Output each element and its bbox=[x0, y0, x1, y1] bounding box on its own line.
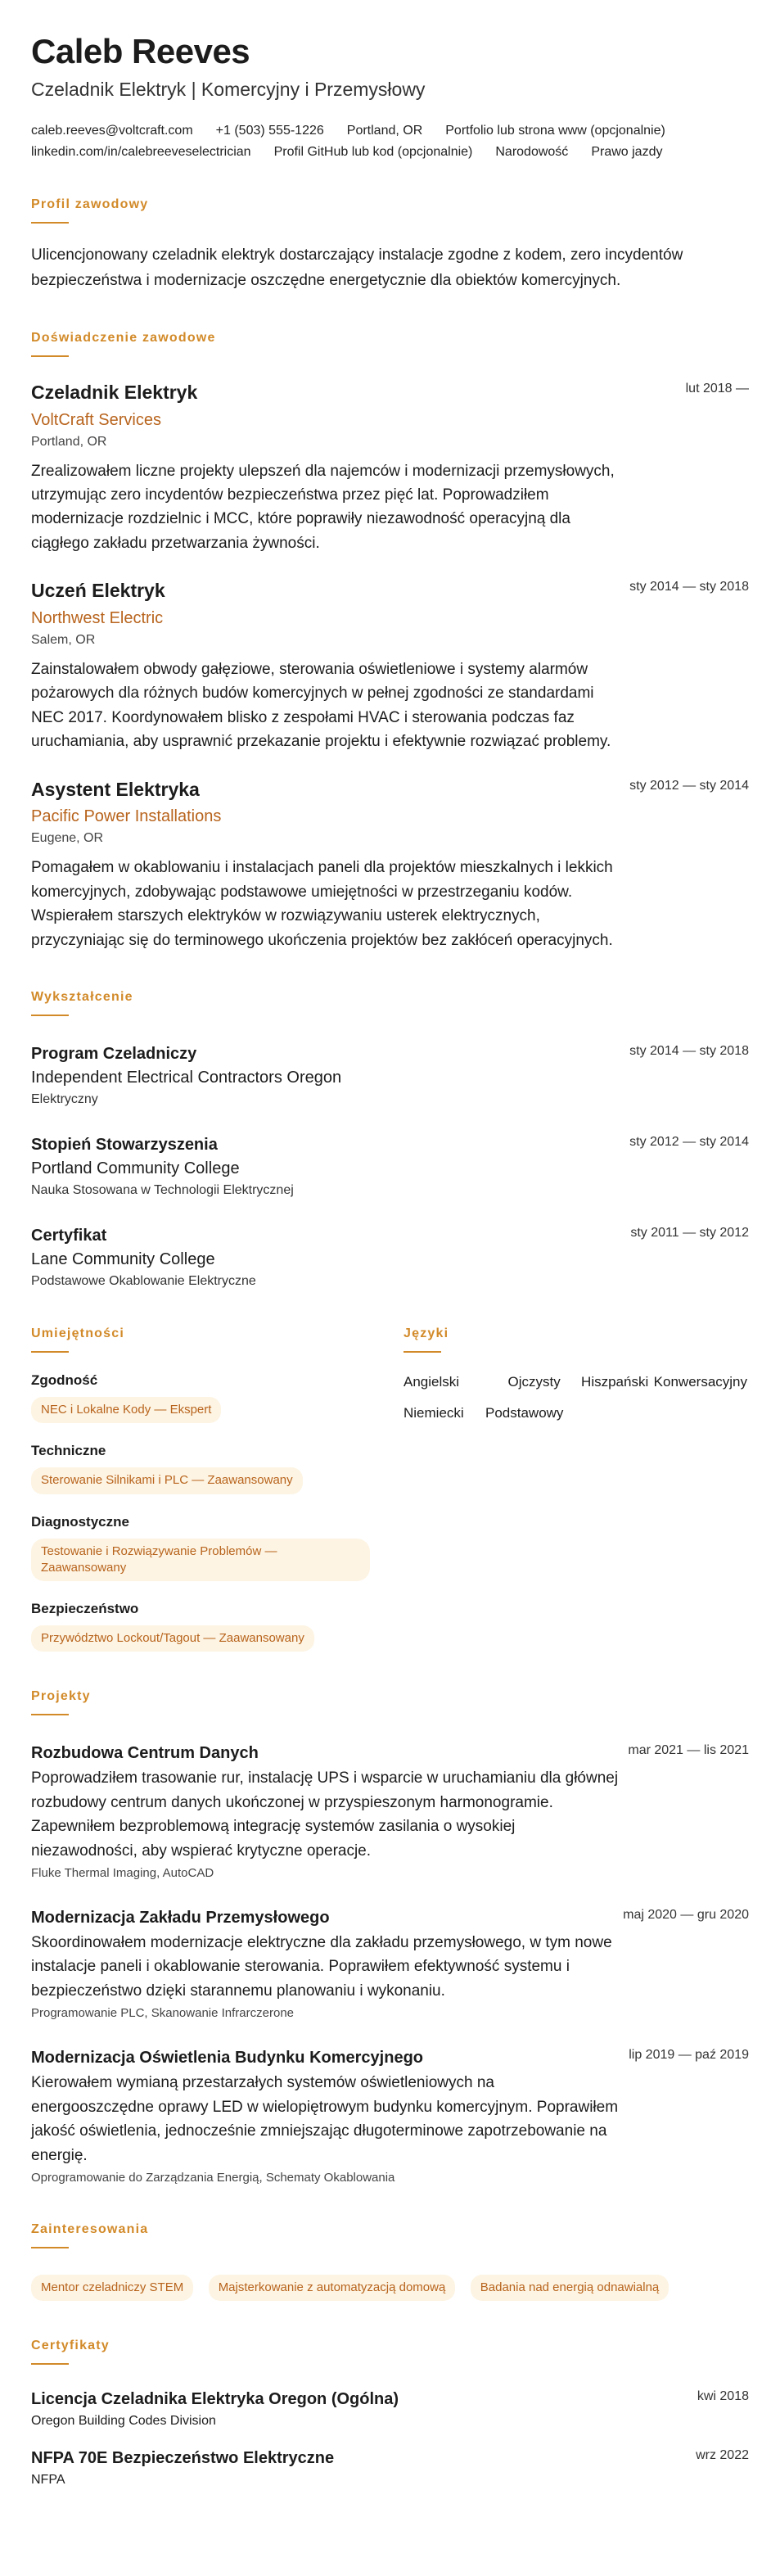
contact-list bbox=[31, 124, 751, 160]
project-title: Rozbudowa Centrum Danych bbox=[31, 1744, 259, 1763]
experience-section bbox=[31, 331, 749, 952]
section-divider bbox=[31, 2247, 69, 2248]
job-title: Asystent Elektryka bbox=[31, 778, 200, 800]
section-divider bbox=[31, 1015, 69, 1016]
experience-item bbox=[31, 382, 749, 555]
education-date: sty 2012 — sty 2014 bbox=[629, 1135, 749, 1149]
language-name: Hiszpański bbox=[581, 1374, 649, 1390]
education-item bbox=[31, 1226, 749, 1289]
degree-title: Program Czeladniczy bbox=[31, 1045, 197, 1063]
job-title: Czeladnik Elektryk bbox=[31, 381, 198, 403]
project-item bbox=[31, 2048, 749, 2185]
skill-group bbox=[31, 1372, 404, 1423]
experience-date: sty 2014 — sty 2018 bbox=[629, 580, 749, 594]
job-location: Portland, OR bbox=[31, 434, 107, 449]
skill-chip: Przywództwo Lockout/Tagout — Zaawansowany bbox=[31, 1625, 314, 1652]
job-location: Salem, OR bbox=[31, 632, 96, 647]
section-divider bbox=[404, 1351, 441, 1353]
certification-date: kwi 2018 bbox=[697, 2389, 749, 2404]
resume-header bbox=[31, 33, 749, 160]
project-item bbox=[31, 1743, 749, 1880]
job-description: Zrealizowałem liczne projekty ulepszeń dla najemców i modernizacji przemysłowych, utrzymując zero incydentów bezpieczeństwa przez pięć lat. Poprowadziłem modernizacje rozdzielnic i MCC, które poprawiły niezawodność operacyjną dla ciągłego zakładu przetwarzania żywności. bbox=[31, 462, 615, 552]
school-name: Lane Community College bbox=[31, 1250, 215, 1268]
certifications-section bbox=[31, 2339, 749, 2488]
section-divider bbox=[31, 1714, 69, 1715]
job-description: Zainstalowałem obwody gałęziowe, sterowania oświetleniowe i systemy alarmów pożarowych dla różnych budów komercyjnych w pełnej zgodności ze standardami NEC 2017. Koordynowałem blisko z zespołami HVAC i sterowania podczas faz uruchamiania, aby usprawnić przekazanie projektu i efektywnie rozwiązać problemy. bbox=[31, 660, 611, 751]
skills-languages-row bbox=[31, 1326, 749, 1652]
skill-category: Diagnostyczne bbox=[31, 1513, 129, 1530]
education-date: sty 2014 — sty 2018 bbox=[629, 1044, 749, 1058]
education-item bbox=[31, 1044, 749, 1107]
experience-item bbox=[31, 779, 749, 952]
job-title: Uczeń Elektryk bbox=[31, 580, 165, 602]
project-tools: Oprogramowanie do Zarządzania Energią, Schematy Okablowania bbox=[31, 2171, 395, 2185]
skills-section bbox=[31, 1326, 404, 1652]
job-description: Pomagałem w okablowaniu i instalacjach paneli dla projektów mieszkalnych i lekkich komercyjnych, zdobywając podstawowe umiejętności w przestrzeganiu kodów. Wspierałem starszych elektryków w rozwiązywaniu usterek elektrycznych, przyczyniając się do terminowego ukończenia projektów bez zakłóceń operacyjnych. bbox=[31, 859, 613, 949]
interest-chip: Mentor czeladniczy STEM bbox=[31, 2275, 193, 2301]
project-date: maj 2020 — gru 2020 bbox=[623, 1908, 749, 1922]
section-divider bbox=[31, 1351, 69, 1353]
project-title: Modernizacja Zakładu Przemysłowego bbox=[31, 1909, 330, 1927]
job-location: Eugene, OR bbox=[31, 831, 104, 846]
certification-title: NFPA 70E Bezpieczeństwo Elektryczne bbox=[31, 2449, 335, 2468]
skill-chip: NEC i Lokalne Kody — Ekspert bbox=[31, 1397, 221, 1423]
contact-email[interactable]: caleb.reeves@voltcraft.com bbox=[31, 124, 193, 138]
language-item bbox=[404, 1405, 747, 1421]
contact-github[interactable]: Profil GitHub lub kod (opcjonalnie) bbox=[273, 145, 473, 160]
project-description: Skoordinowałem modernizacje elektryczne dla zakładu przemysłowego, w tym nowe instalacje paneli i okablowanie sterowania. Poprawiłem efektywność systemu i bezpieczeństwo dzięki starannemu planowaniu i wykonaniu. bbox=[31, 1934, 612, 2000]
interest-chip: Badania nad energią odnawialną bbox=[471, 2275, 670, 2301]
skill-category: Techniczne bbox=[31, 1443, 106, 1459]
degree-title: Certyfikat bbox=[31, 1227, 107, 1245]
certification-title: Licencja Czeladnika Elektryka Oregon (Ogólna) bbox=[31, 2390, 399, 2409]
section-divider bbox=[31, 2363, 69, 2365]
project-tools: Programowanie PLC, Skanowanie Infrarczerone bbox=[31, 2006, 294, 2021]
contact-location: Portland, OR bbox=[346, 124, 423, 138]
certification-date: wrz 2022 bbox=[696, 2448, 749, 2463]
experience-item bbox=[31, 580, 749, 753]
section-title: Umiejętności bbox=[31, 1326, 124, 1340]
experience-date: sty 2012 — sty 2014 bbox=[629, 778, 749, 793]
summary-section bbox=[31, 197, 749, 293]
language-list bbox=[404, 1374, 747, 1421]
school-name: Independent Electrical Contractors Oregon bbox=[31, 1069, 342, 1087]
language-name: Angielski bbox=[404, 1374, 460, 1390]
contact-phone[interactable]: +1 (503) 555-1226 bbox=[215, 124, 324, 138]
project-description: Kierowałem wymianą przestarzałych systemów oświetleniowych na energooszczędne oprawy LED w wielopiętrowym budynku komercyjnym. Poprawiłem jakość oświetlenia, jednocześnie zmniejszając długoterminowe zapotrzebowanie na energię. bbox=[31, 2074, 619, 2164]
skill-chip: Sterowanie Silnikami i PLC — Zaawansowany bbox=[31, 1467, 303, 1494]
project-description: Poprowadziłem trasowanie rur, instalację UPS i wsparcie w uruchamianiu dla głównej rozbudowy centrum danych ukończonej w przyspieszonym harmonogramie. Zapewniłem bezproblemową integrację systemów zasilania o wysokiej niezawodności, aby wspierać krytyczne operacje. bbox=[31, 1769, 619, 1860]
contact-linkedin[interactable]: linkedin.com/in/calebreeveselectrician bbox=[31, 145, 251, 160]
section-title: Języki bbox=[404, 1326, 449, 1340]
section-title: Zainteresowania bbox=[31, 2222, 149, 2237]
education-date: sty 2011 — sty 2012 bbox=[630, 1226, 749, 1240]
skill-category: Bezpieczeństwo bbox=[31, 1601, 139, 1616]
candidate-headline: Czeladnik Elektryk | Komercyjny i Przemysłowy bbox=[31, 79, 426, 101]
language-level: Konwersacyjny bbox=[653, 1374, 747, 1390]
degree-title: Stopień Stowarzyszenia bbox=[31, 1136, 218, 1154]
language-level: Ojczysty bbox=[507, 1374, 561, 1390]
projects-section bbox=[31, 1689, 749, 2185]
school-name: Portland Community College bbox=[31, 1159, 240, 1177]
interests-section bbox=[31, 2222, 749, 2301]
field-of-study: Podstawowe Okablowanie Elektryczne bbox=[31, 1274, 256, 1288]
section-title: Wykształcenie bbox=[31, 990, 133, 1004]
skill-group bbox=[31, 1443, 404, 1494]
project-tools: Fluke Thermal Imaging, AutoCAD bbox=[31, 1866, 214, 1880]
section-divider bbox=[31, 355, 69, 357]
language-item bbox=[404, 1374, 747, 1390]
skill-group bbox=[31, 1514, 404, 1582]
skill-chip: Testowanie i Rozwiązywanie Problemów — Zaawansowany bbox=[31, 1539, 370, 1582]
language-level: Podstawowy bbox=[485, 1405, 564, 1421]
contact-drivers-license: Prawo jazdy bbox=[591, 145, 663, 160]
project-item bbox=[31, 1908, 749, 2020]
field-of-study: Elektryczny bbox=[31, 1092, 98, 1106]
section-title: Profil zawodowy bbox=[31, 197, 149, 212]
education-section bbox=[31, 990, 749, 1289]
candidate-name: Caleb Reeves bbox=[31, 32, 250, 70]
summary-text: Ulicencjonowany czeladnik elektryk dostarczający instalacje zgodne z kodem, zero incydentów bezpieczeństwa i modernizacje oszczędne energetycznie dla obiektów komercyjnych. bbox=[31, 246, 683, 289]
contact-nationality: Narodowość bbox=[495, 145, 569, 160]
certification-issuer: Oregon Building Codes Division bbox=[31, 2414, 216, 2429]
section-title: Projekty bbox=[31, 1689, 91, 1704]
interest-chip: Majsterkowanie z automatyzacją domową bbox=[209, 2275, 456, 2301]
project-title: Modernizacja Oświetlenia Budynku Komercyjnego bbox=[31, 2049, 424, 2068]
section-title: Certyfikaty bbox=[31, 2339, 110, 2353]
certification-item bbox=[31, 2448, 749, 2488]
language-name: Niemiecki bbox=[404, 1405, 464, 1421]
section-title: Doświadczenie zawodowe bbox=[31, 330, 216, 345]
languages-section bbox=[404, 1326, 747, 1652]
education-item bbox=[31, 1135, 749, 1198]
project-date: mar 2021 — lis 2021 bbox=[628, 1743, 749, 1758]
field-of-study: Nauka Stosowana w Technologii Elektrycznej bbox=[31, 1183, 294, 1197]
company-name: VoltCraft Services bbox=[31, 410, 161, 429]
skill-category: Zgodność bbox=[31, 1372, 98, 1388]
experience-date: lut 2018 — bbox=[685, 381, 749, 395]
section-divider bbox=[31, 222, 69, 224]
project-date: lip 2019 — paź 2019 bbox=[629, 2048, 749, 2063]
company-name: Pacific Power Installations bbox=[31, 807, 222, 826]
interest-list bbox=[31, 2266, 749, 2301]
company-name: Northwest Electric bbox=[31, 608, 164, 627]
certification-issuer: NFPA bbox=[31, 2473, 65, 2488]
skill-group bbox=[31, 1601, 404, 1652]
certification-item bbox=[31, 2389, 749, 2429]
contact-portfolio[interactable]: Portfolio lub strona www (opcjonalnie) bbox=[445, 124, 665, 138]
